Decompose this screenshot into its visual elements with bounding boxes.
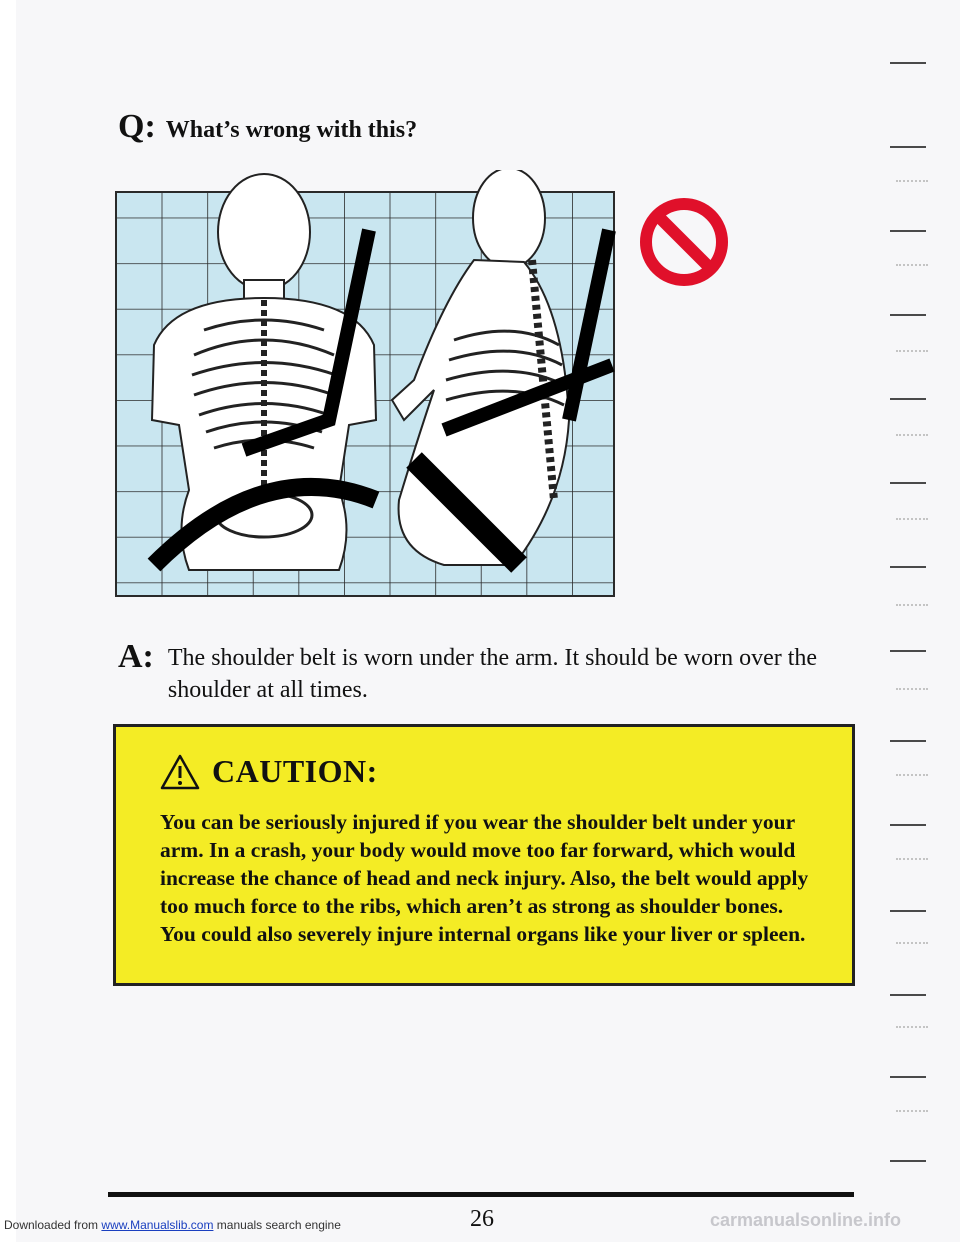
answer: [118, 640, 858, 706]
caution-title: CAUTION:: [212, 753, 378, 789]
question-text: What’s wrong with this?: [165, 117, 418, 143]
tab-mark: [890, 740, 926, 742]
answer-label: A:: [118, 638, 154, 675]
tab-dots: [896, 264, 928, 268]
tab-mark: [890, 398, 926, 400]
bottom-rule: [108, 1192, 854, 1197]
download-footer: [4, 1218, 341, 1232]
caution-text: You can be seriously injured if you wear the shoulder belt under your arm. In a crash, your body would move too far forward, which would increase the chance of head and neck injury. Also, the belt would apply too much force to the ribs, which aren’t as strong as shoulder bones. You could also severely injure internal organs like your liver or spleen.: [160, 810, 809, 946]
left-margin-strip: [0, 0, 16, 1242]
tab-mark: [890, 1076, 926, 1078]
watermark: carmanualsonline.info: [710, 1210, 902, 1230]
tab-dots: [896, 688, 928, 692]
tab-mark: [890, 146, 926, 148]
tab-dots: [896, 858, 928, 862]
tab-dots: [896, 180, 928, 184]
caution-heading: [160, 753, 812, 790]
seatbelt-under-arm-illustration: [114, 170, 616, 598]
caution-box: [113, 724, 855, 986]
footer-prefix: Downloaded from: [4, 1218, 99, 1232]
tab-mark: [890, 62, 926, 64]
manualslib-link[interactable]: www.Manualslib.com: [101, 1218, 214, 1232]
tab-dots: [896, 1026, 928, 1030]
tab-mark: [890, 566, 926, 568]
question-label: Q:: [118, 108, 156, 145]
tab-mark: [890, 314, 926, 316]
tab-dots: [896, 434, 928, 438]
no-sign-icon: [638, 196, 730, 288]
tab-mark: [890, 650, 926, 652]
tab-dots: [896, 1110, 928, 1114]
warning-triangle-icon: [160, 754, 200, 790]
page-number: 26: [470, 1206, 494, 1232]
question: [118, 108, 417, 146]
tab-mark: [890, 824, 926, 826]
footer-suffix: manuals search engine: [216, 1218, 341, 1232]
answer-text: The shoulder belt is worn under the arm. It should be worn over the shoulder at all times.: [167, 645, 818, 703]
tab-mark: [890, 230, 926, 232]
tab-dots: [896, 942, 928, 946]
tab-mark: [890, 482, 926, 484]
tab-dots: [896, 774, 928, 778]
tab-mark: [890, 910, 926, 912]
tab-mark: [890, 994, 926, 996]
tab-dots: [896, 604, 928, 608]
tab-mark: [890, 1160, 926, 1162]
tab-dots: [896, 350, 928, 354]
tab-dots: [896, 518, 928, 522]
edge-tab-marks: [890, 0, 950, 1242]
